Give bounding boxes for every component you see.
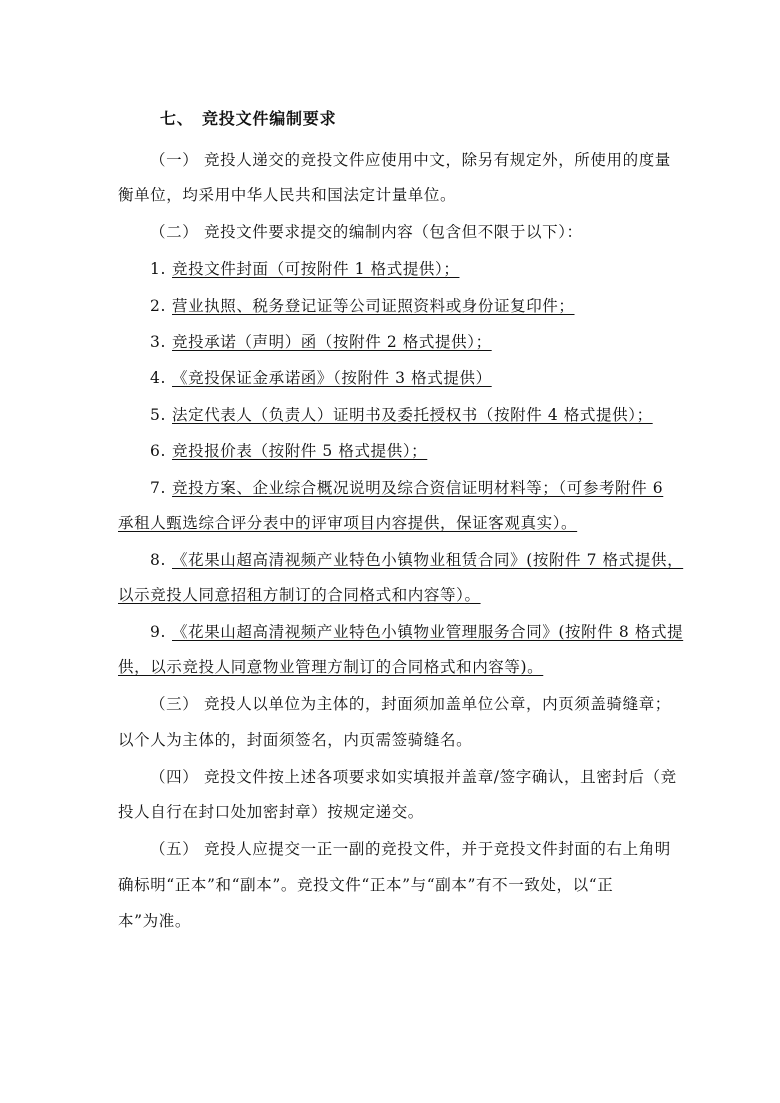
list-item-8-continuation: 以示竞投人同意招租方制订的合同格式和内容等）。	[118, 586, 481, 604]
list-item-number: 7.	[150, 479, 166, 497]
section4-label: （四）	[150, 768, 199, 786]
list-item-9-continuation: 供，以示竞投人同意物业管理方制订的合同格式和内容等)。	[118, 658, 544, 676]
list-item-2	[150, 295, 575, 317]
list-item-7	[150, 477, 663, 499]
section3-line1	[150, 693, 671, 715]
section1-line1	[150, 149, 671, 171]
section4-text1: 竞投文件按上述各项要求如实填报并盖章/签字确认，且密封后（竞	[204, 768, 677, 786]
list-item-9	[150, 621, 683, 643]
list-item-number: 4.	[150, 369, 166, 387]
heading-title: 竞投文件编制要求	[202, 109, 337, 128]
list-item-7-continuation: 承租人甄选综合评分表中的评审项目内容提供，保证客观真实）。	[118, 514, 578, 532]
list-item-number: 8.	[150, 551, 166, 569]
section4-line2: 投人自行在封口处加密封章）按规定递交。	[118, 803, 424, 821]
list-item-number: 6.	[150, 442, 166, 460]
list-item-4	[150, 367, 492, 389]
list-item-text: 《花果山超高清视频产业特色小镇物业租赁合同》(按附件 7 格式提供，	[172, 551, 684, 569]
list-item-6	[150, 440, 427, 462]
section3-line2: 以个人为主体的，封面须签名，内页需签骑缝名。	[118, 731, 473, 749]
section1-line2: 衡单位，均采用中华人民共和国法定计量单位。	[118, 186, 457, 204]
list-item-number: 1.	[150, 260, 166, 278]
section1-text1: 竞投人递交的竞投文件应使用中文，除另有规定外，所使用的度量	[204, 151, 671, 169]
list-item-text: 法定代表人（负责人）证明书及委托授权书（按附件 4 格式提供）；	[172, 406, 653, 424]
list-item-number: 9.	[150, 623, 166, 641]
list-item-number: 2.	[150, 297, 166, 315]
section1-label: （一）	[150, 151, 199, 169]
list-item-text: 竞投承诺（声明）函（按附件 2 格式提供）；	[172, 333, 492, 351]
section3-text1: 竞投人以单位为主体的，封面须加盖单位公章，内页须盖骑缝章；	[204, 695, 671, 713]
section2-text: 竞投文件要求提交的编制内容（包含但不限于以下）：	[204, 223, 583, 241]
section5-line1	[150, 838, 671, 860]
section2-label: （二）	[150, 223, 199, 241]
list-item-3	[150, 331, 492, 353]
heading-number: 七、	[160, 109, 194, 128]
list-item-text: 竞投报价表（按附件 5 格式提供）；	[172, 442, 428, 460]
list-item-number: 3.	[150, 333, 166, 351]
section5-line2: 确标明“正本”和“副本”。竞投文件“正本”与“副本”有不一致处，以“正	[118, 876, 614, 894]
section4-line1	[150, 766, 677, 788]
section5-text1: 竞投人应提交一正一副的竞投文件，并于竞投文件封面的右上角明	[204, 840, 671, 858]
section-heading	[160, 108, 336, 130]
section5-line3: 本”为准。	[118, 912, 191, 930]
list-item-text: 营业执照、税务登记证等公司证照资料或身份证复印件；	[172, 297, 575, 315]
list-item-5	[150, 404, 653, 426]
list-item-text: 竞投方案、企业综合概况说明及综合资信证明材料等；（可参考附件 6	[172, 479, 664, 497]
section5-label: （五）	[150, 840, 199, 858]
list-item-text: 《竞投保证金承诺函》（按附件 3 格式提供）	[172, 369, 492, 387]
list-item-1	[150, 258, 459, 280]
section2-line	[150, 221, 583, 243]
list-item-number: 5.	[150, 406, 166, 424]
list-item-text: 竞投文件封面（可按附件 1 格式提供）；	[172, 260, 460, 278]
section3-label: （三）	[150, 695, 199, 713]
list-item-text: 《花果山超高清视频产业特色小镇物业管理服务合同》(按附件 8 格式提	[172, 623, 684, 641]
list-item-8	[150, 549, 683, 571]
